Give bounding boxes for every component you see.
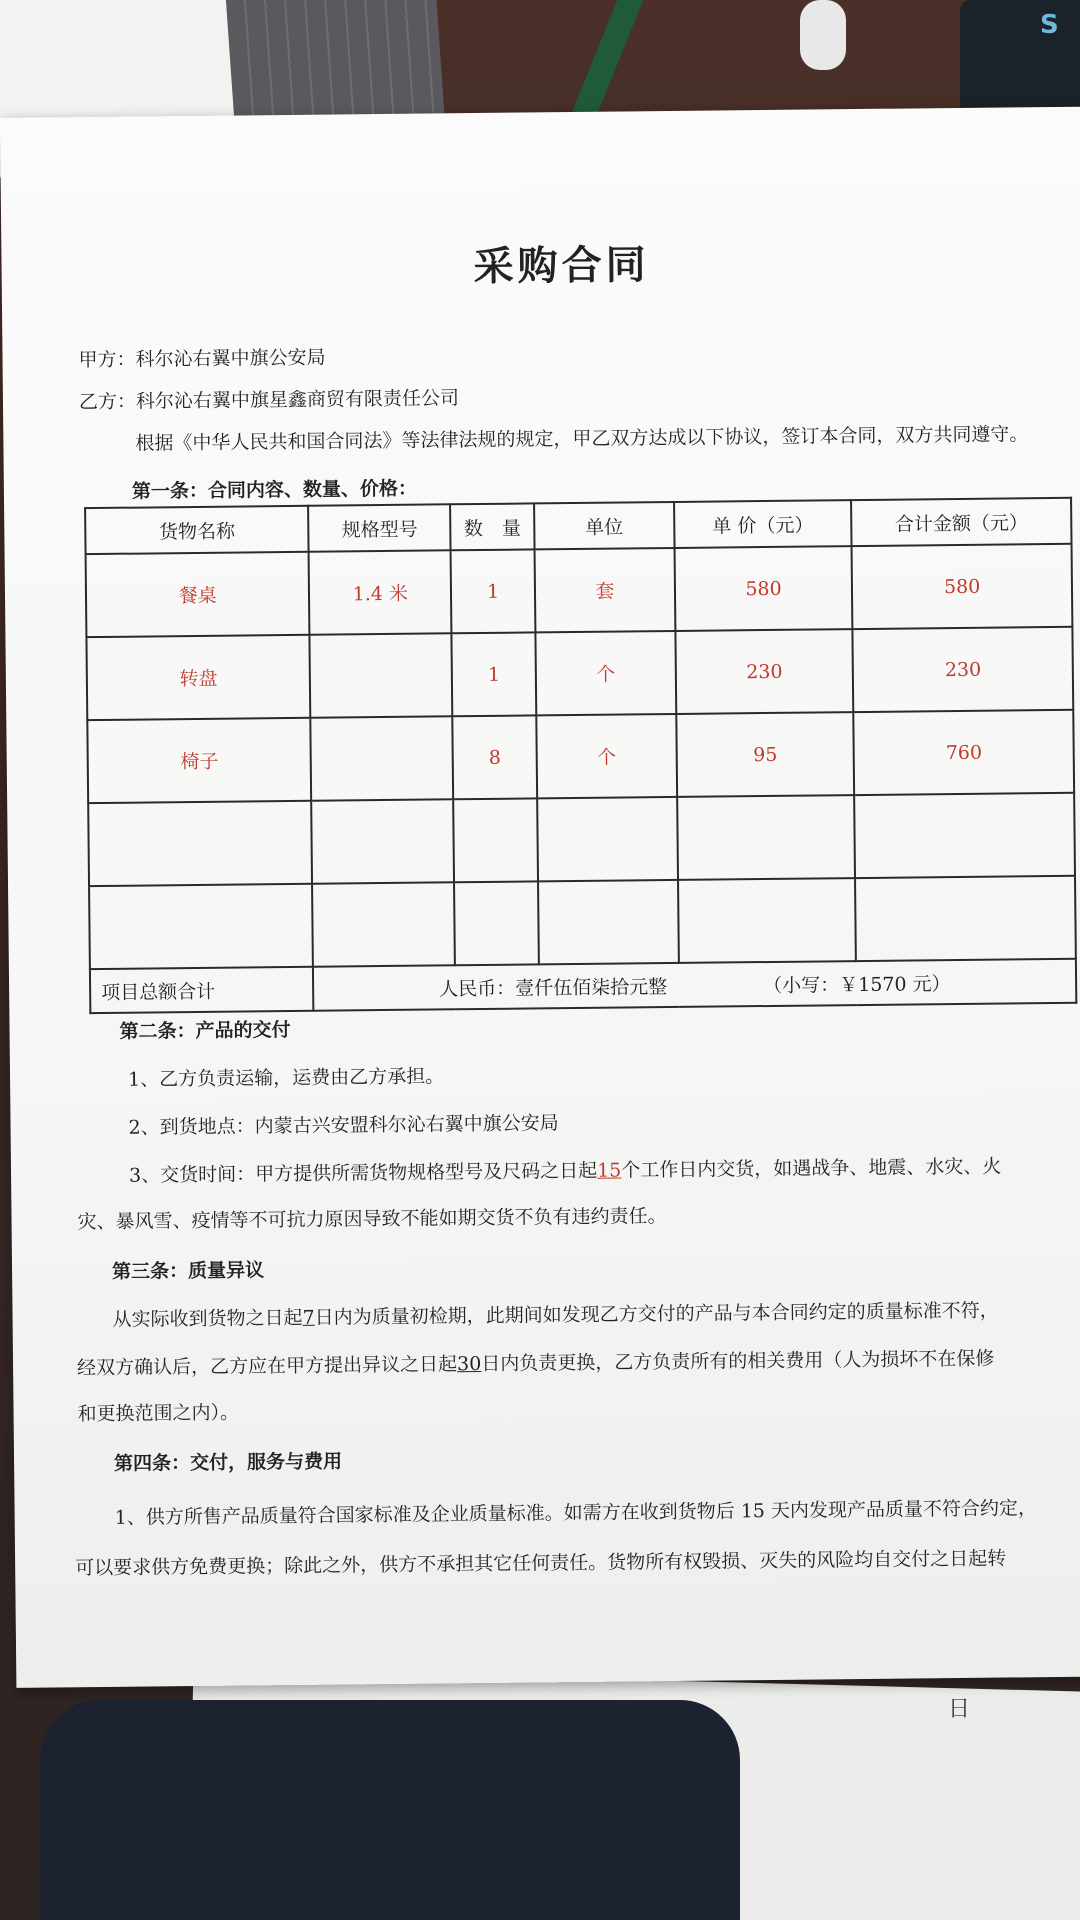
goods-table: [84, 497, 1077, 1014]
table-cell: [313, 882, 456, 966]
table-cell: 760: [854, 710, 1074, 795]
contract-title: 采购合同: [473, 241, 650, 291]
section2-item3-continued: 灾、暴风雪、疫情等不可抗力原因导致不能如期交货不负有违约责任。: [77, 1205, 667, 1234]
table-row: [86, 544, 1073, 637]
table-cell: [855, 876, 1075, 961]
table-cell: [88, 801, 312, 886]
table-cell: [310, 633, 453, 717]
table-cell: 95: [676, 712, 855, 797]
table-cell: 椅子: [87, 718, 311, 803]
table-cell: [311, 716, 454, 800]
table-cell: 转盘: [86, 635, 310, 720]
section3-line2-suffix: 日内负责更换，乙方负责所有的相关费用（人为损坏不在保修: [481, 1347, 995, 1376]
table-cell: 个: [536, 714, 677, 798]
table-row-empty: [88, 793, 1075, 886]
background-bottle-cap: [800, 0, 846, 70]
item3-prefix: 3、交货时间：甲方提供所需货物规格型号及尺码之日起: [128, 1159, 598, 1187]
table-cell: [89, 884, 313, 969]
section4-line2: 可以要求供方免费更换；除此之外，供方不承担其它任何责任。货物所有权毁损、灭失的风险均自交付之日起转: [75, 1547, 1007, 1580]
table-cell: 套: [535, 548, 676, 632]
section1-title: 第一条：合同内容、数量、价格：: [131, 477, 418, 503]
background-device: [960, 0, 1080, 120]
section3-line2-prefix: 经双方确认后，乙方应在甲方提出异议之日起: [76, 1353, 458, 1380]
total-amount-figures: （小写：￥1570 元）: [763, 972, 951, 997]
party-a: 甲方：科尔沁右翼中旗公安局: [78, 346, 326, 372]
device-label: S: [1040, 10, 1059, 40]
table-cell: 1.4 米: [309, 550, 452, 634]
replacement-days: 30: [456, 1353, 482, 1376]
inspection-days: 7: [302, 1306, 315, 1329]
header-cell: 合计金额（元）: [851, 498, 1071, 546]
contract-page: [0, 107, 1080, 1688]
section2-title: 第二条：产品的交付: [119, 1019, 291, 1043]
background-lap: [40, 1700, 740, 1920]
table-cell: [678, 878, 857, 963]
section2-item2: 2、到货地点：内蒙古兴安盟科尔沁右翼中旗公安局: [128, 1112, 559, 1139]
section3-line2: [77, 1344, 994, 1381]
table-cell: 1: [451, 549, 536, 633]
section3-line1-prefix: 从实际收到货物之日起: [112, 1306, 303, 1331]
section2-item3: [129, 1152, 1002, 1188]
delivery-days: 15: [597, 1159, 622, 1182]
table-cell: 230: [675, 629, 854, 714]
table-cell: [312, 799, 455, 883]
table-cell: [538, 880, 679, 964]
table-row: [87, 710, 1074, 803]
total-amount-words: 人民币：壹仟伍佰柒拾元整: [439, 975, 668, 1000]
header-cell: 单 价（元）: [674, 500, 852, 548]
table-cell: 8: [452, 715, 537, 799]
table-cell: 580: [674, 546, 853, 631]
table-cell: 1: [452, 632, 537, 716]
table-cell: [855, 793, 1075, 878]
handwritten-mark: 日: [948, 1697, 971, 1722]
table-cell: [454, 881, 539, 965]
header-cell: 数 量: [450, 503, 534, 550]
item3-suffix: 个工作日内交货，如遇战争、地震、水灾、火: [621, 1155, 1002, 1182]
table-cell: 个: [535, 631, 676, 715]
table-row-empty: [89, 876, 1076, 969]
party-b: 乙方：科尔沁右翼中旗星鑫商贸有限责任公司: [78, 387, 460, 414]
section4-line1: 1、供方所售产品质量符合国家标准及企业质量标准。如需方在收到货物后 15 天内发现产品质量不符合约定，: [114, 1497, 1038, 1529]
preamble: 根据《中华人民共和国合同法》等法律法规的规定，甲乙双方达成以下协议，签订本合同，双方共同遵守。: [135, 423, 1029, 455]
header-cell: 单位: [534, 502, 674, 549]
section3-line3: 和更换范围之内）。: [77, 1401, 240, 1426]
section3-line1: [112, 1296, 998, 1332]
table-row: [86, 627, 1073, 720]
section3-title: 第三条：质量异议: [111, 1259, 265, 1283]
table-cell: 580: [852, 544, 1072, 629]
header-cell: 货物名称: [85, 506, 309, 554]
header-cell: 规格型号: [309, 504, 451, 551]
table-cell: 餐桌: [86, 552, 310, 637]
total-label: 项目总额合计: [90, 967, 314, 1013]
table-cell: [677, 795, 856, 880]
section2-item1: 1、乙方负责运输，运费由乙方承担。: [127, 1065, 445, 1091]
table-cell: 230: [853, 627, 1073, 712]
table-cell: [453, 798, 538, 882]
section3-line1-suffix: 日内为质量初检期，此期间如发现乙方交付的产品与本合同约定的质量标准不符，: [314, 1299, 999, 1329]
table-cell: [537, 797, 678, 881]
table-total-row: [90, 959, 1076, 1013]
section4-title: 第四条：交付，服务与费用: [113, 1450, 343, 1475]
total-amount-cell: [313, 959, 1076, 1011]
